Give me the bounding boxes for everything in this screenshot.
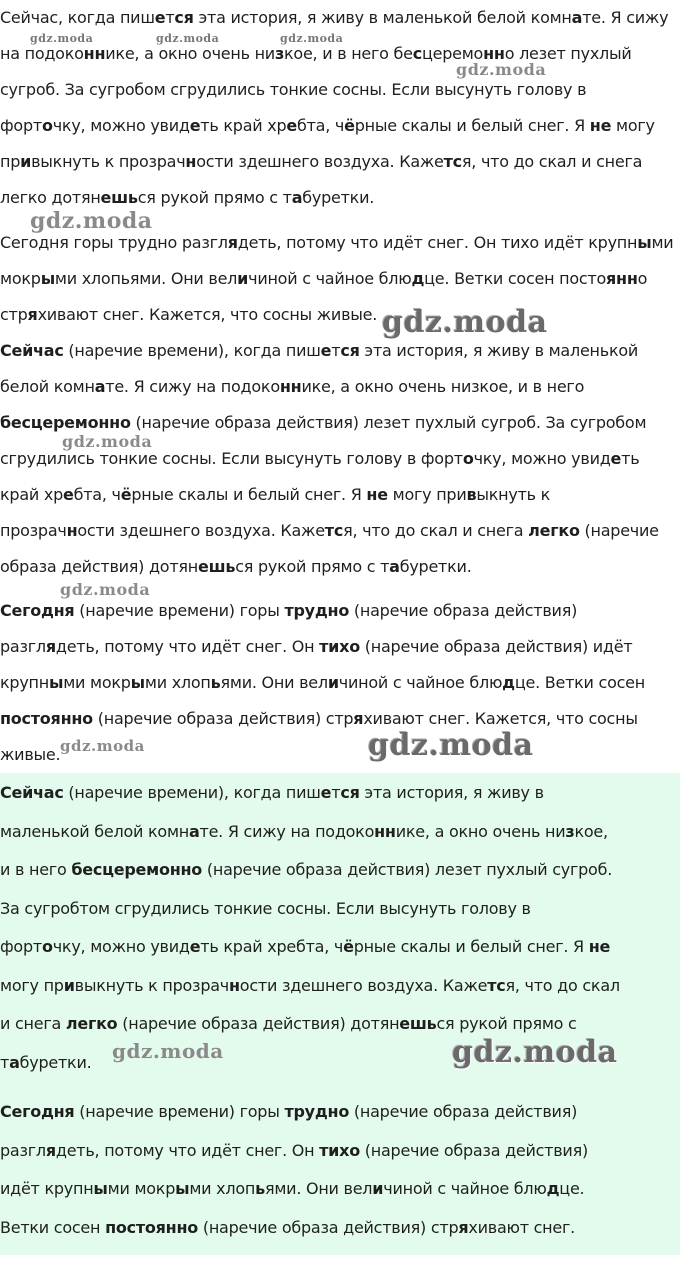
text-line: белой комнате. Я сижу на подоконнике, а окно очень низкое, и в него <box>0 377 585 396</box>
watermark: gdz.moda <box>112 1039 224 1063</box>
watermark: gdz.moda <box>156 32 220 45</box>
text-line: легко дотянешься рукой прямо с табуретки. <box>0 188 375 207</box>
text-line: и в него бесцеремонно (наречие образа действия) лезет пухлый сугроб. <box>0 860 613 879</box>
watermark: gdz.moda <box>30 32 94 45</box>
watermark: gdz.moda <box>382 305 548 340</box>
text-line: сгрудились тонкие сосны. Если высунуть голову в форточку, можно увидеть <box>0 449 640 468</box>
text-line: форточку, можно увидеть край хребта, чёрные скалы и белый снег. Я не <box>0 937 611 956</box>
paragraph-answer-1 <box>0 333 680 585</box>
text-line: бесцеремонно (наречие образа действия) лезет пухлый сугроб. За сугробом <box>0 413 647 432</box>
text-line: табуретки. <box>0 1052 92 1072</box>
paragraph-original-1 <box>0 0 680 216</box>
watermark: gdz.moda <box>456 60 547 79</box>
text-line: на подоконнике, а окно очень низкое, и в него бесцеремонно лезет пухлый <box>0 44 632 63</box>
text-line: Сейчас (наречие времени), когда пишется эта история, я живу в <box>0 783 544 802</box>
text-line: могу привыкнуть к прозрачности здешнего воздуха. Кажется, что до скал <box>0 975 620 995</box>
text-line: постоянно (наречие образа действия) стряхивают снег. Кажется, что сосны <box>0 709 638 728</box>
text-line: живые. <box>0 745 61 764</box>
text-line: Сейчас, когда пишется эта история, я живу в маленькой белой комнате. Я сижу <box>0 8 669 27</box>
text-line: Ветки сосен постоянно (наречие образа действия) стряхивают снег. <box>0 1217 575 1237</box>
text-line: стряхивают снег. Кажется, что сосны живые. <box>0 305 378 324</box>
watermark: gdz.moda <box>62 432 153 451</box>
paragraph-original-2 <box>0 225 680 333</box>
watermark: gdz.moda <box>60 580 151 599</box>
watermark: gdz.moda <box>368 728 534 763</box>
text-line: мокрыми хлопьями. Они величиной с чайное блюдце. Ветки сосен постоянно <box>0 269 648 288</box>
paragraph-answer-4 <box>0 1093 680 1247</box>
text-line: Сейчас (наречие времени), когда пишется эта история, я живу в маленькой <box>0 341 639 360</box>
text-line: Сегодня (наречие времени) горы трудно (наречие образа действия) <box>0 1102 578 1121</box>
text-line: крупными мокрыми хлопьями. Они величиной с чайное блюдце. Ветки сосен <box>0 673 645 692</box>
text-line: Сегодня (наречие времени) горы трудно (наречие образа действия) <box>0 601 578 620</box>
text-line: Сегодня горы трудно разглядеть, потому что идёт снег. Он тихо идёт крупными <box>0 233 674 252</box>
text-line: разглядеть, потому что идёт снег. Он тихо (наречие образа действия) <box>0 1140 588 1160</box>
text-line: разглядеть, потому что идёт снег. Он тихо (наречие образа действия) идёт <box>0 637 633 656</box>
text-line: сугроб. За сугробом сгрудились тонкие сосны. Если высунуть голову в <box>0 80 587 99</box>
text-line: идёт крупными мокрыми хлопьями. Они величиной с чайное блюдце. <box>0 1179 585 1198</box>
paragraph-answer-2 <box>0 593 680 773</box>
text-line: образа действия) дотянешься рукой прямо с табуретки. <box>0 557 472 576</box>
text-line: привыкнуть к прозрачности здешнего воздуха. Кажется, что до скал и снега <box>0 152 643 171</box>
text-line: край хребта, чёрные скалы и белый снег. Я не могу привыкнуть к <box>0 485 551 504</box>
watermark: gdz.moda <box>30 208 153 234</box>
text-line: форточку, можно увидеть край хребта, чёрные скалы и белый снег. Я не могу <box>0 116 655 135</box>
watermark: gdz.moda <box>60 737 145 755</box>
text-line: За сугробтом сгрудились тонкие сосны. Если высунуть голову в <box>0 898 531 918</box>
watermark: gdz.moda <box>280 32 344 45</box>
answer-highlight-block <box>0 773 680 1255</box>
watermark: gdz.moda <box>452 1035 618 1070</box>
text-line: маленькой белой комнате. Я сижу на подоконнике, а окно очень низкое, <box>0 821 608 841</box>
text-line: и снега легко (наречие образа действия) дотянешься рукой прямо с <box>0 1014 577 1033</box>
text-line: прозрачности здешнего воздуха. Кажется, что до скал и снега легко (наречие <box>0 521 659 540</box>
